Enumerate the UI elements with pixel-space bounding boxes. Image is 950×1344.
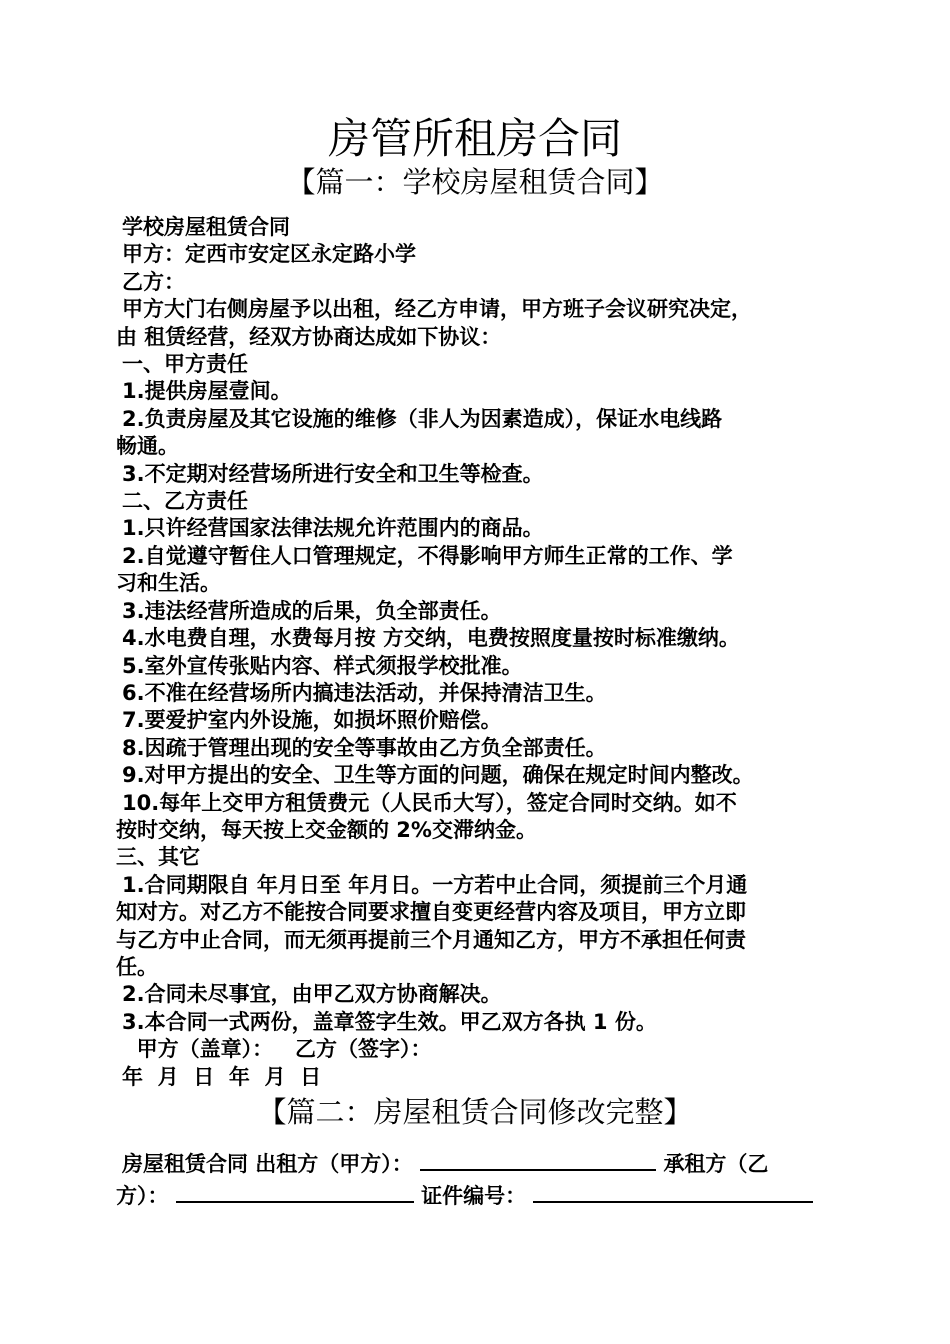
contract-line: 2.自觉遵守暂住人口管理规定，不得影响甲方师生正常的工作、学 bbox=[122, 543, 733, 568]
contract-line: 1.提供房屋壹间。 bbox=[122, 379, 292, 404]
contract-body bbox=[116, 214, 838, 1091]
lessee-blank bbox=[176, 1179, 414, 1203]
contract-line: 10.每年上交甲方租赁费元（人民币大写），签定合同时交纳。如不 bbox=[122, 790, 737, 815]
lessee-label: 承租方（乙 bbox=[663, 1152, 769, 1176]
contract-line: 1.合同期限自 年月日至 年月日。一方若中止合同，须提前三个月通 bbox=[122, 872, 748, 897]
section-heading-2: 【篇二：房屋租赁合同修改完整】 bbox=[257, 1095, 693, 1129]
contract-line: 习和生活。 bbox=[116, 571, 221, 596]
lessee-label-cont: 方）： bbox=[116, 1184, 169, 1208]
contract-line: 畅通。 bbox=[116, 434, 179, 459]
contract-line: 7.要爱护室内外设施，如损坏照价赔偿。 bbox=[122, 708, 502, 733]
signature-line: 甲方（盖章）： 乙方（签字）： bbox=[122, 1037, 432, 1062]
contract-line: 1.只许经营国家法律法规允许范围内的商品。 bbox=[122, 516, 544, 541]
contract-line: 由 租赁经营，经双方协商达成如下协议： bbox=[116, 324, 502, 349]
section-heading-1: 【篇一：学校房屋租赁合同】 bbox=[286, 165, 664, 199]
lessor-label: 房屋租赁合同 出租方（甲方）： bbox=[122, 1152, 413, 1176]
contract-line: 5.室外宣传张贴内容、样式须报学校批准。 bbox=[122, 653, 523, 678]
contract-line: 2.合同未尽事宜，由甲乙双方协商解决。 bbox=[122, 982, 502, 1007]
contract-line: 3.不定期对经营场所进行安全和卫生等检查。 bbox=[122, 461, 544, 486]
contract-line: 3.本合同一式两份，盖章签字生效。甲乙双方各执 1 份。 bbox=[122, 1009, 657, 1034]
contract-line: 甲方大门右侧房屋予以出租，经乙方申请，甲方班子会议研究决定， bbox=[122, 297, 752, 322]
contract-line: 甲方：定西市安定区永定路小学 bbox=[122, 242, 416, 267]
contract-line: 3.违法经营所造成的后果，负全部责任。 bbox=[122, 598, 502, 623]
contract-line: 8.因疏于管理出现的安全等事故由乙方负全部责任。 bbox=[122, 735, 607, 760]
contract-line: 按时交纳，每天按上交金额的 2%交滞纳金。 bbox=[116, 817, 537, 842]
contract-line: 任。 bbox=[116, 954, 158, 979]
section-heading: 一、甲方责任 bbox=[122, 352, 248, 377]
document-title: 房管所租房合同 bbox=[327, 114, 622, 163]
section-heading: 三、其它 bbox=[116, 845, 200, 870]
contract-line: 4.水电费自理，水费每月按 方交纳，电费按照度量按时标准缴纳。 bbox=[122, 626, 740, 651]
contract-line: 2.负责房屋及其它设施的维修（非人为因素造成），保证水电线路 bbox=[122, 406, 723, 431]
contract-line: 学校房屋租赁合同 bbox=[122, 215, 290, 239]
lessor-blank bbox=[420, 1147, 656, 1171]
lease-header-block bbox=[116, 1147, 838, 1211]
contract-line: 乙方： bbox=[122, 269, 185, 294]
contract-line: 9.对甲方提出的安全、卫生等方面的问题，确保在规定时间内整改。 bbox=[122, 763, 754, 788]
section-heading: 二、乙方责任 bbox=[122, 489, 248, 514]
contract-line: 与乙方中止合同，而无须再提前三个月通知乙方，甲方不承担任何责 bbox=[116, 927, 746, 952]
id-number-blank bbox=[533, 1179, 813, 1203]
date-line: 年 月 日 年 月 日 bbox=[122, 1064, 322, 1089]
id-number-label: 证件编号： bbox=[421, 1184, 527, 1208]
contract-line: 6.不准在经营场所内搞违法活动，并保持清洁卫生。 bbox=[122, 680, 607, 705]
contract-line: 知对方。对乙方不能按合同要求擅自变更经营内容及项目，甲方立即 bbox=[116, 900, 746, 925]
